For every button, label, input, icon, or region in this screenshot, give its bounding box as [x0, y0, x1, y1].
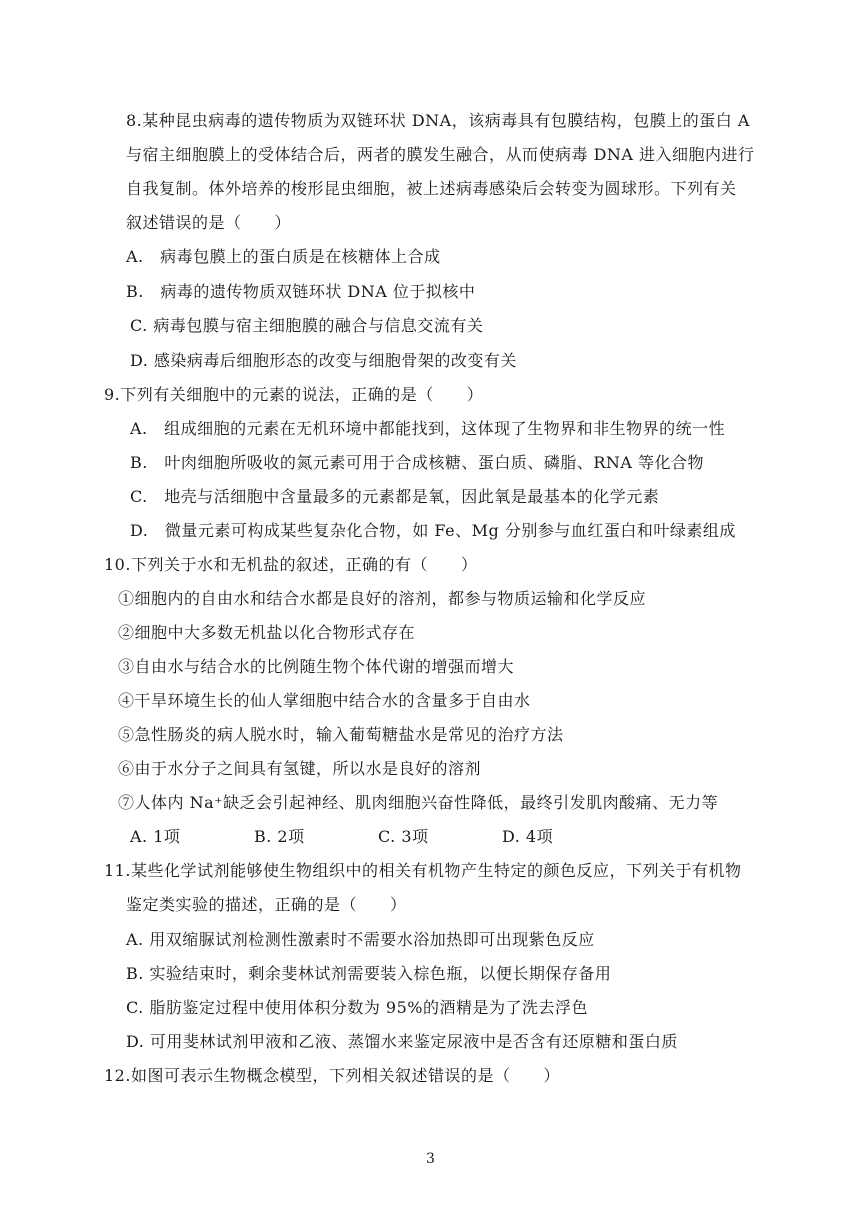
q10-choice-a: A. 1项	[130, 827, 181, 846]
q12-stem: 12.如图可表示生物概念模型，下列相关叙述错误的是（ ）	[104, 1066, 560, 1085]
q9-option-c: C. 地壳与活细胞中含量最多的元素都是氧，因此氧是最基本的化学元素	[130, 487, 660, 506]
q8-stem-line-3: 自我复制。体外培养的梭形昆虫细胞，被上述病毒感染后会转变为圆球形。下列有关	[126, 179, 737, 198]
q8-stem-line-1: 8.某种昆虫病毒的遗传物质为双链环状 DNA，该病毒具有包膜结构，包膜上的蛋白 A	[126, 111, 750, 130]
q10-statement-4: ④干旱环境生长的仙人掌细胞中结合水的含量多于自由水	[118, 691, 531, 710]
q10-statement-7: ⑦人体内 Na⁺缺乏会引起神经、肌肉细胞兴奋性降低，最终引发肌肉酸痛、无力等	[118, 793, 719, 812]
q11-option-c: C. 脂肪鉴定过程中使用体积分数为 95%的酒精是为了洗去浮色	[126, 998, 588, 1017]
q10-statement-2: ②细胞中大多数无机盐以化合物形式存在	[118, 623, 416, 642]
q10-choice-b: B. 2项	[254, 827, 305, 846]
q10-statement-1: ①细胞内的自由水和结合水都是良好的溶剂，都参与物质运输和化学反应	[118, 589, 647, 608]
q8-stem-line-2: 与宿主细胞膜上的受体结合后，两者的膜发生融合，从而使病毒 DNA 进入细胞内进行	[126, 145, 755, 164]
q8-option-d: D. 感染病毒后细胞形态的改变与细胞骨架的改变有关	[130, 351, 517, 370]
q9-option-a: A. 组成细胞的元素在无机环境中都能找到，这体现了生物界和非生物界的统一性	[130, 419, 726, 438]
q8-option-b: B. 病毒的遗传物质双链环状 DNA 位于拟核中	[126, 282, 476, 301]
q11-stem-line-2: 鉴定类实验的描述，正确的是（ ）	[126, 895, 407, 914]
q11-stem-line-1: 11.某些化学试剂能够使生物组织中的相关有机物产生特定的颜色反应，下列关于有机物	[104, 861, 742, 880]
q9-option-b: B. 叶肉细胞所吸收的氮元素可用于合成核糖、蛋白质、磷脂、RNA 等化合物	[130, 453, 705, 472]
q10-statement-5: ⑤急性肠炎的病人脱水时，输入葡萄糖盐水是常见的治疗方法	[118, 725, 564, 744]
q11-option-a: A. 用双缩脲试剂检测性激素时不需要水浴加热即可出现紫色反应	[126, 930, 595, 949]
q9-stem: 9.下列有关细胞中的元素的说法，正确的是（ ）	[104, 385, 484, 404]
q10-choices	[130, 826, 553, 848]
q10-stem: 10.下列关于水和无机盐的叙述，正确的有（ ）	[104, 555, 478, 574]
q11-option-d: D. 可用斐林试剂甲液和乙液、蒸馏水来鉴定尿液中是否含有还原糖和蛋白质	[126, 1032, 678, 1051]
q8-option-a: A. 病毒包膜上的蛋白质是在核糖体上合成	[126, 247, 441, 266]
q8-option-c: C. 病毒包膜与宿主细胞膜的融合与信息交流有关	[130, 316, 484, 335]
q10-choice-d: D. 4项	[502, 827, 554, 846]
q10-choice-c: C. 3项	[378, 827, 429, 846]
q10-statement-3: ③自由水与结合水的比例随生物个体代谢的增强而增大	[118, 657, 515, 676]
page-number: 3	[426, 1151, 435, 1167]
q10-statement-6: ⑥由于水分子之间具有氢键，所以水是良好的溶剂	[118, 759, 482, 778]
q9-option-d: D. 微量元素可构成某些复杂化合物，如 Fe、Mg 分别参与血红蛋白和叶绿素组成	[130, 521, 736, 540]
q11-option-b: B. 实验结束时，剩余斐林试剂需要装入棕色瓶，以便长期保存备用	[126, 964, 612, 983]
q8-stem-line-4: 叙述错误的是（ ）	[126, 213, 292, 232]
